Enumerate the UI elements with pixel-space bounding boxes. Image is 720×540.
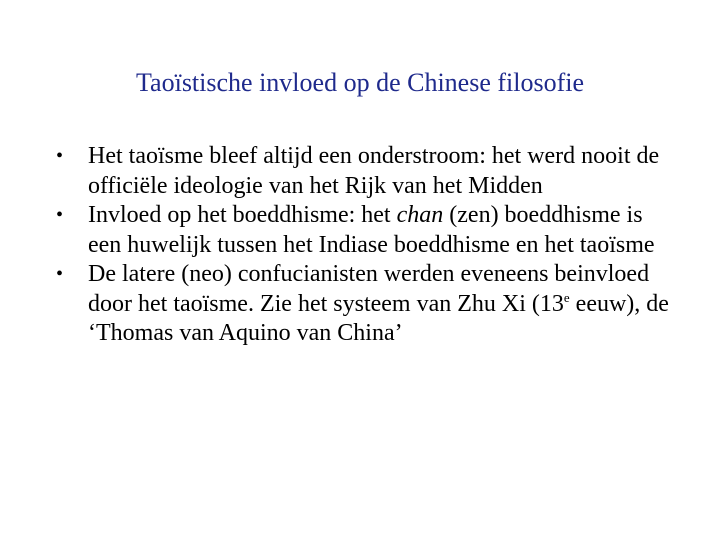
bullet-icon: • xyxy=(56,145,64,167)
bullet-text-content: Het taoïsme bleef altijd een onderstroom: het werd nooit de officiële ideologie van het Rijk van het Midden xyxy=(88,143,660,199)
bullet-item xyxy=(56,142,676,201)
bullet-text-after: (zen) boeddhisme is een huwelijk tussen het Indiase boeddhisme en het taoïsme xyxy=(88,202,655,258)
bullet-text-after: eeuw), de ‘Thomas van Aquino van China’ xyxy=(88,290,669,346)
bullet-list xyxy=(56,142,676,349)
bullet-text xyxy=(88,143,659,199)
bullet-text-superscript: e xyxy=(563,289,570,305)
bullet-text-before: Invloed op het boeddhisme: het xyxy=(88,202,397,228)
bullet-text-before: De latere (neo) confucianisten werden eveneens beinvloed door het taoïsme. Zie het systeem van Zhu Xi (13 xyxy=(88,261,650,317)
bullet-item xyxy=(56,260,676,349)
bullet-text xyxy=(88,202,655,258)
bullet-icon: • xyxy=(56,263,64,285)
bullet-icon: • xyxy=(56,204,64,226)
bullet-text xyxy=(88,261,669,346)
bullet-item xyxy=(56,201,676,260)
slide-title: Taoïstische invloed op de Chinese filosofie xyxy=(135,68,585,97)
bullet-text-italic-term: chan xyxy=(396,202,444,228)
